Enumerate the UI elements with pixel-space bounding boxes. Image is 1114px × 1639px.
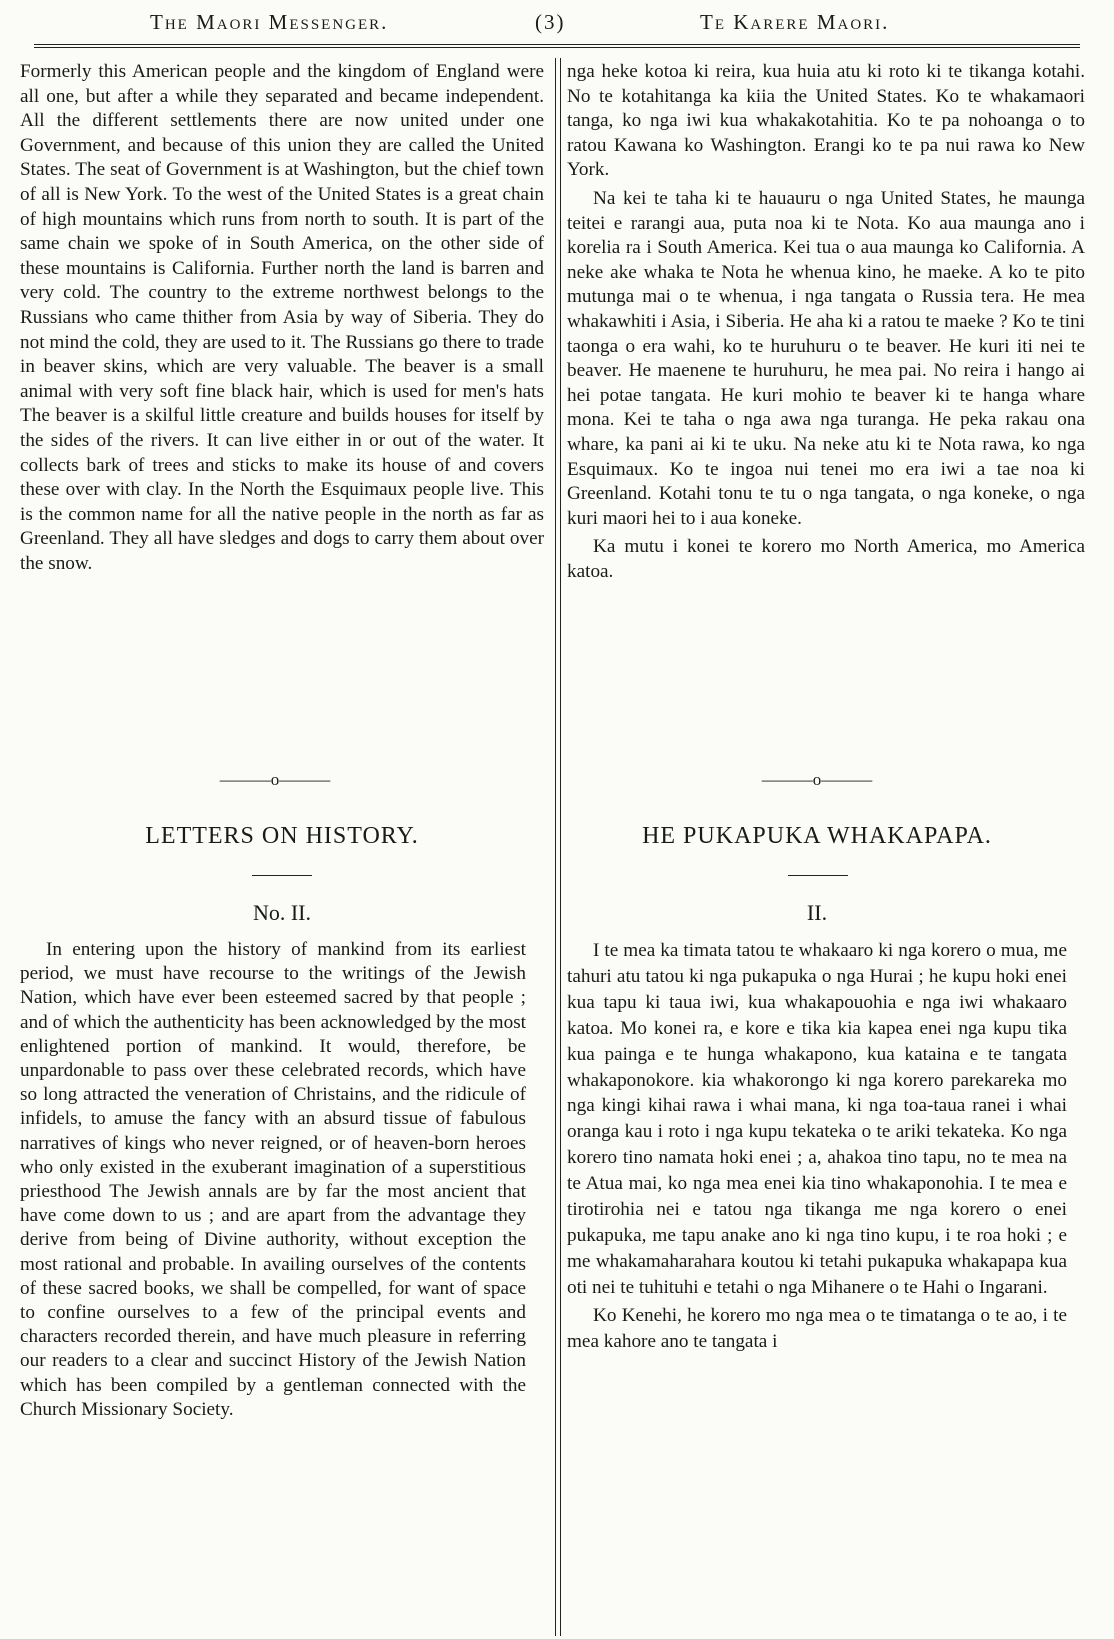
maori-section-title: HE PUKAPUKA WHAKAPAPA.	[642, 823, 992, 849]
maori-paragraph-3: Ka mutu i konei te korero mo North America, mo America katoa.	[567, 536, 1085, 582]
maori-history-paragraph-2: Ko Kenehi, he korero mo nga mea o te timatanga o te ao, i te mea kahore ano te tangata i	[567, 1304, 1067, 1352]
header-rule	[34, 44, 1080, 48]
english-paragraph-america: Formerly this American people and the kingdom of England were all one, but after a while they separated and became independent. All the different settlements there are now united under one Government, and because of this union they are called the United States. The seat of Government is at Washington, but the chief town of all is New York. To the west of the United States is a great chain of high mountains which runs from north to south. It is part of the same chain we spoke of in South America, on the other side of these mountains is California. Further north the land is barren and very cold. The country to the extreme northwest belongs to the Russians who came thither from Asia by way of Siberia. They do not mind the cold, they are used to it. The Russians go there to trade in beaver skins, which are very valuable. The beaver is a small animal with very soft fine black hair, which is used for men's hats The beaver is a skilful little creature and builds houses for itself by the sides of the rivers. It can live either in or out of the water. It collects bark of trees and sticks to make its house of and covers these over with clay. In the North the Esquimaux people live. This is the common name for all the native people in the north as far as Greenland. They all have sledges and dogs to carry them about over the snow.	[20, 61, 544, 574]
page-number: (3)	[535, 10, 566, 34]
english-title-rule	[252, 875, 312, 876]
masthead-maori: Te Karere Maori.	[700, 10, 890, 34]
separator-left: ———o———	[219, 770, 331, 789]
maori-history-paragraph: I te mea ka timata tatou te whakaaro ki nga korero o mua, me tahuri atu tatou ki nga pukapuka o nga Hurai ; he kupu hoki enei kua tapu ki taua iwi, kua whakapouohia e nga iwi whakaaro katoa. Mo konei ra, e kore e tika kia kapea enei nga kupu tika kua painga e te hunga whakapono, kua kataina e te tangata whakaponokore. kia whakorongo ki nga korero parekareka mo nga kingi kihai rawa i whai mana, ki nga toa-taua ranei i whai oranga kau i roto i nga kupu tekateka o te ariki tekateka. Ko nga korero tino namata hoki enei ; a, ahakoa tino tapu, no te mea na te Atua mai, ko nga mea enei kia tino whakaponohia. I te mea e tirotirohia nei e tatou nga tikanga me nga korero o enei pukapuka, me tapu anake ano ki nga tino kupu, i te roa hoki ; e me whakamaharahara koutou ki tetahi pukapuka whakapapa kua oti nei te tuhituhi e tetahi o nga Mihanere o te Hahi o Ingarani.	[567, 940, 1067, 1298]
english-history-paragraph: In entering upon the history of mankind from its earliest period, we must have recourse to the writings of the Jewish Nation, which have ever been esteemed sacred by that people ; and of which the authenticity has been acknowledged by the most enlightened portion of mankind. It would, therefore, be unpardonable to pass over these celebrated records, which have so long attracted the veneration of Christains, and the ridicule of infidels, to amuse the fancy with an absurd tissue of fabulous narratives of kings who never reigned, or of heaven-born heroes who only existed in the exuberant imagination of a superstitious priesthood The Jewish annals are by far the most ancient that have come down to us ; and are apart from the advantage they derive from being of Divine authority, without exception the most rational and probable. In availing ourselves of the contents of these sacred books, we shall be compelled, for want of space to confine ourselves to a few of the principal events and characters recorded therein, and have much pleasure in referring our readers to a clear and succinct History of the Jewish Nation which has been compiled by a gentleman connected with the Church Missionary Society.	[20, 939, 526, 1420]
maori-column-top	[567, 60, 1085, 584]
english-column-bottom	[20, 938, 526, 1422]
column-divider	[555, 58, 561, 1636]
english-column-top	[20, 60, 544, 576]
masthead-english: The Maori Messenger.	[150, 10, 389, 34]
english-letter-number: No. II.	[252, 900, 312, 925]
maori-paragraph-2: Na kei te taha ki te hauauru o nga United States, he maunga teitei e rarangi aua, puta noa ki te Nota. Ko aua maunga ano i korelia ra i South America. Kei tua o aua maunga ko California. A neke ake whaka te Nota he whenua kino, he maeke. A ko te pito mutunga mai o te whenua, i nga tangata o Russia tera. He mea whakawhiti i Asia, i Siberia. He aha ki a ratou te maeke ? Ko te tini taonga o era wahi, ko te huruhuru o te beaver. He kuri iti nei te beaver. He maenene te huruhuru, he mea pai. No reira i hango ai hei potae tangata. He kuri mohio te beaver ki te hanga whare mona. Kei te taha o nga awa nga turanga. He peka rakau ona whare, ka pani ai ki te uku. Na neke atu ki te Nota rawa, ko nga Esquimaux. Ko te ingoa nui tenei mo era iwi a tae noa ki Greenland. Kotahi tonu te tu o nga tangata, o nga koneke, o nga kuri maori hei to i aua koneke.	[567, 187, 1085, 529]
maori-title-rule	[788, 875, 848, 876]
english-section-title: LETTERS ON HISTORY.	[145, 823, 419, 849]
page-header	[20, 6, 1094, 42]
maori-column-bottom	[567, 938, 1067, 1355]
separator-right: ———o———	[761, 770, 873, 789]
maori-paragraph-1: nga heke kotoa ki reira, kua huia atu ki roto ki te tikanga kotahi. No te kotahitanga ka kiia the United States. Ko te whakamaori tanga, ko nga iwi kua whakakotahitia. Ko te pa nohoanga o to ratou Kawana ko Washington. Erangi ko te pa nui rawa ko New York.	[567, 61, 1085, 181]
maori-letter-number: II.	[806, 900, 828, 925]
